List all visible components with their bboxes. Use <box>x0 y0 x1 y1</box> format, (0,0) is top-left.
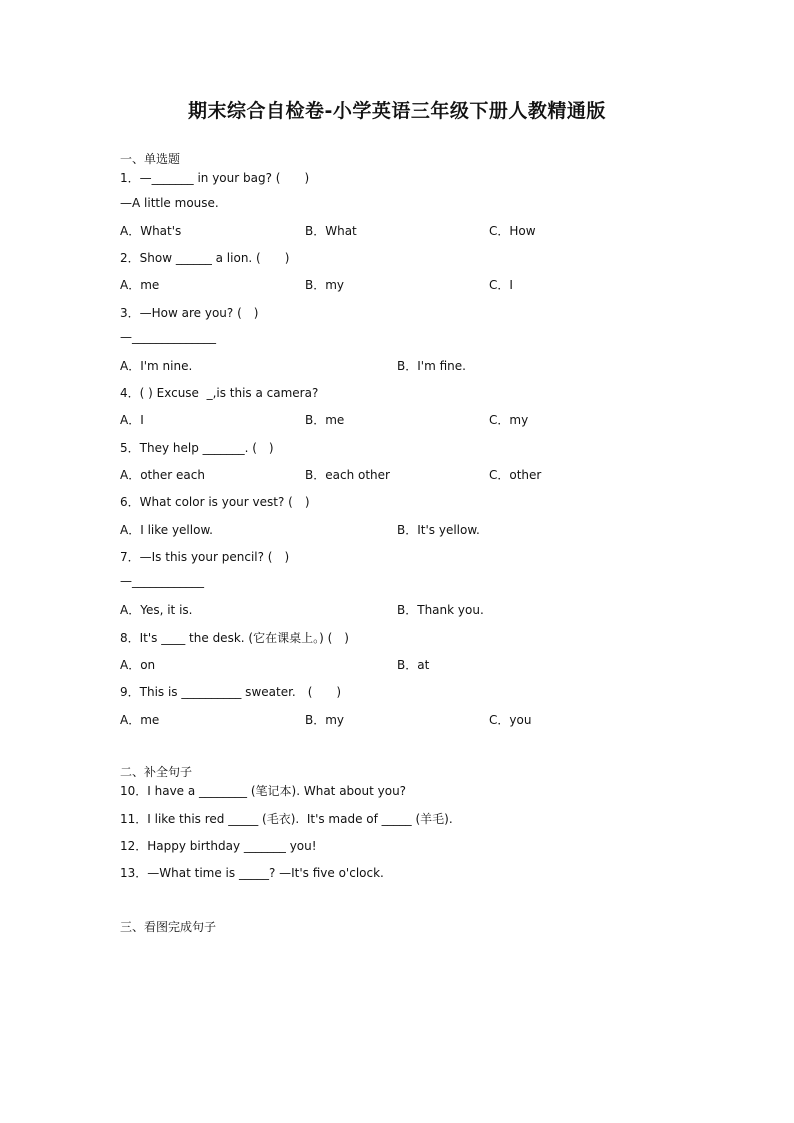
question-5-option-a: A．other each <box>120 468 205 482</box>
question-6: 6．What color is your vest? ( ) <box>120 495 310 509</box>
question-12: 12．Happy birthday _______ you! <box>120 839 317 853</box>
question-5: 5．They help _______. ( ) <box>120 441 274 455</box>
question-4: 4．( ) Excuse _,is this a camera? <box>120 386 319 400</box>
question-1-option-c: C．How <box>489 224 536 238</box>
question-3-option-b: B．I'm fine. <box>397 359 466 373</box>
question-3-answer-line: —______________ <box>120 330 216 344</box>
question-8: 8．It's ____ the desk. (它在课桌上。) ( ) <box>120 631 349 645</box>
question-9-option-b: B．my <box>305 713 345 727</box>
question-7: 7．—Is this your pencil? ( ) <box>120 550 290 564</box>
section-heading-single-choice: 一、单选题 <box>120 152 181 166</box>
question-9-option-c: C．you <box>489 713 532 727</box>
question-1-option-a: A．What's <box>120 224 182 238</box>
question-9-option-a: A．me <box>120 713 160 727</box>
question-6-option-a: A．I like yellow. <box>120 523 213 537</box>
question-7-option-a: A．Yes, it is. <box>120 603 193 617</box>
question-5-option-b: B．each other <box>305 468 390 482</box>
question-11: 11．I like this red _____ (毛衣). It's made of _____ (羊毛). <box>120 812 453 826</box>
question-2: 2．Show ______ a lion. ( ) <box>120 251 290 265</box>
question-4-option-b: B．me <box>305 413 345 427</box>
question-8-option-b: B．at <box>397 658 430 672</box>
question-13: 13．—What time is _____? —It's five o'clock. <box>120 866 384 880</box>
question-4-option-c: C．my <box>489 413 529 427</box>
section-heading-complete-sentences: 二、补全句子 <box>120 765 193 779</box>
page-title: 期末综合自检卷-小学英语三年级下册人教精通版 <box>188 100 606 122</box>
question-2-option-b: B．my <box>305 278 345 292</box>
question-1-option-b: B．What <box>305 224 357 238</box>
question-2-option-c: C．I <box>489 278 513 292</box>
question-10: 10．I have a ________ (笔记本). What about you? <box>120 784 407 798</box>
question-8-option-a: A．on <box>120 658 156 672</box>
question-9: 9．This is __________ sweater. ( ) <box>120 685 342 699</box>
question-3-option-a: A．I'm nine. <box>120 359 193 373</box>
question-3: 3．—How are you? ( ) <box>120 306 259 320</box>
question-7-answer-line: —____________ <box>120 574 204 588</box>
question-5-option-c: C．other <box>489 468 542 482</box>
question-4-option-a: A．I <box>120 413 144 427</box>
question-1: 1．—_______ in your bag? ( ) <box>120 171 310 185</box>
question-2-option-a: A．me <box>120 278 160 292</box>
question-7-option-b: B．Thank you. <box>397 603 484 617</box>
question-6-option-b: B．It's yellow. <box>397 523 480 537</box>
question-1-line-2: —A little mouse. <box>120 196 219 210</box>
section-heading-picture-sentences: 三、看图完成句子 <box>120 920 217 934</box>
